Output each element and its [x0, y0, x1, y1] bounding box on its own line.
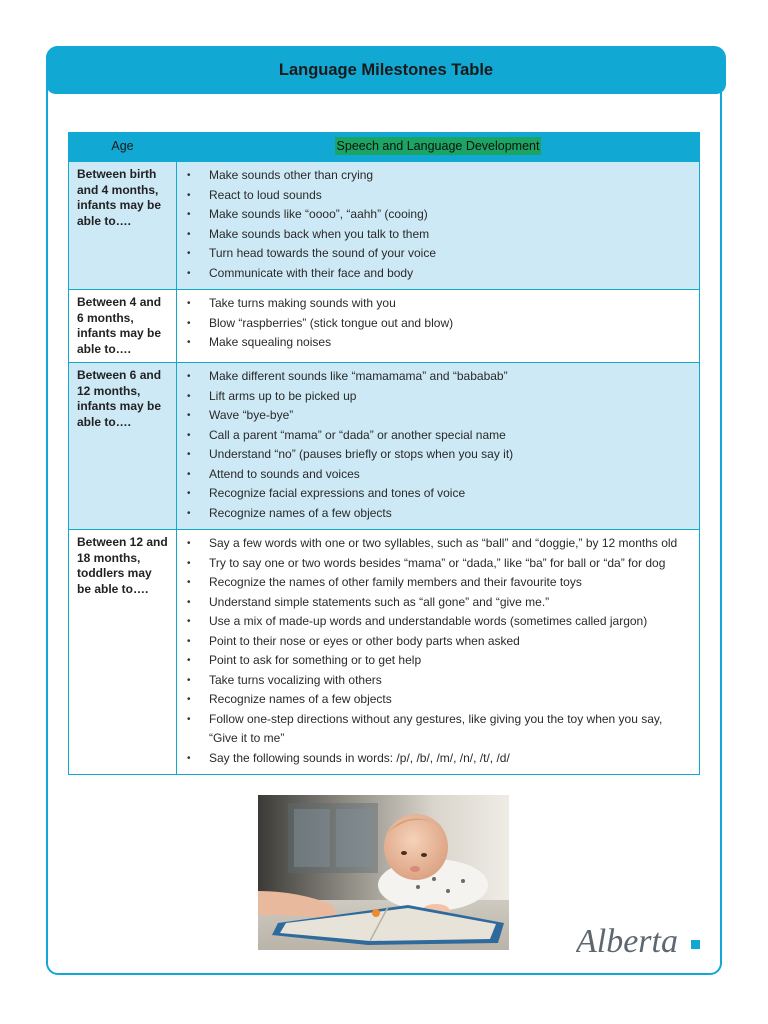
milestone-item: • Attend to sounds and voices [178, 465, 692, 485]
milestone-item: • Recognize names of a few objects [178, 504, 692, 524]
milestones-cell [177, 363, 700, 530]
age-column-header: Age [69, 133, 177, 162]
milestones-cell [177, 530, 700, 775]
milestone-item: • Follow one-step directions without any gestures, like giving you the toy when you say, “Give it to me” [178, 710, 692, 749]
milestone-item: • Wave “bye-bye” [178, 406, 692, 426]
milestone-item: • Make sounds other than crying [178, 166, 692, 186]
milestone-item: • Take turns vocalizing with others [178, 671, 692, 691]
milestone-item: • React to loud sounds [178, 186, 692, 206]
title-banner [46, 46, 726, 94]
milestone-item: • Point to ask for something or to get help [178, 651, 692, 671]
table-row [69, 162, 700, 290]
milestones-cell [177, 162, 700, 290]
milestone-item: • Lift arms up to be picked up [178, 387, 692, 407]
alberta-logo [576, 918, 706, 962]
milestone-item: • Make sounds back when you talk to them [178, 225, 692, 245]
milestone-item: • Use a mix of made-up words and understandable words (sometimes called jargon) [178, 612, 692, 632]
table-row [69, 363, 700, 530]
page-title: Language Milestones Table [278, 60, 494, 79]
milestone-item: • Understand simple statements such as “all gone” and “give me.” [178, 593, 692, 613]
milestone-item: • Try to say one or two words besides “mama” or “dada,” like “ba” for ball or “da” for dog [178, 554, 692, 574]
development-column-header: Speech and Language Development [177, 133, 700, 162]
age-cell: Between 4 and 6 months, infants may be able to…. [69, 290, 177, 363]
milestone-item: • Communicate with their face and body [178, 264, 692, 284]
milestone-item: • Say the following sounds in words: /p/, /b/, /m/, /n/, /t/, /d/ [178, 749, 692, 769]
milestone-item: • Point to their nose or eyes or other body parts when asked [178, 632, 692, 652]
milestone-item: • Recognize names of a few objects [178, 690, 692, 710]
age-cell: Between 6 and 12 months, infants may be able to…. [69, 363, 177, 530]
age-cell: Between 12 and 18 months, toddlers may be able to…. [69, 530, 177, 775]
table-row [69, 290, 700, 363]
milestone-item: • Make sounds like “oooo”, “aahh” (cooing) [178, 205, 692, 225]
milestone-item: • Understand “no” (pauses briefly or stops when you say it) [178, 445, 692, 465]
milestone-item: • Make different sounds like “mamamama” and “bababab” [178, 367, 692, 387]
milestones-table [68, 132, 700, 775]
milestone-item: • Recognize the names of other family members and their favourite toys [178, 573, 692, 593]
age-cell: Between birth and 4 months, infants may be able to…. [69, 162, 177, 290]
milestone-item: • Take turns making sounds with you [178, 294, 692, 314]
alberta-wordmark: Alberta [576, 923, 678, 960]
milestone-item: • Make squealing noises [178, 333, 692, 353]
milestone-item: • Say a few words with one or two syllables, such as “ball” and “doggie,” by 12 months old [178, 534, 692, 554]
milestones-cell [177, 290, 700, 363]
table-header-row [69, 133, 700, 162]
milestone-item: • Recognize facial expressions and tones of voice [178, 484, 692, 504]
milestone-item: • Blow “raspberries” (stick tongue out and blow) [178, 314, 692, 334]
table-row [69, 530, 700, 775]
milestone-item: • Call a parent “mama” or “dada” or another special name [178, 426, 692, 446]
baby-reading-photo [258, 795, 509, 950]
milestone-item: • Turn head towards the sound of your voice [178, 244, 692, 264]
